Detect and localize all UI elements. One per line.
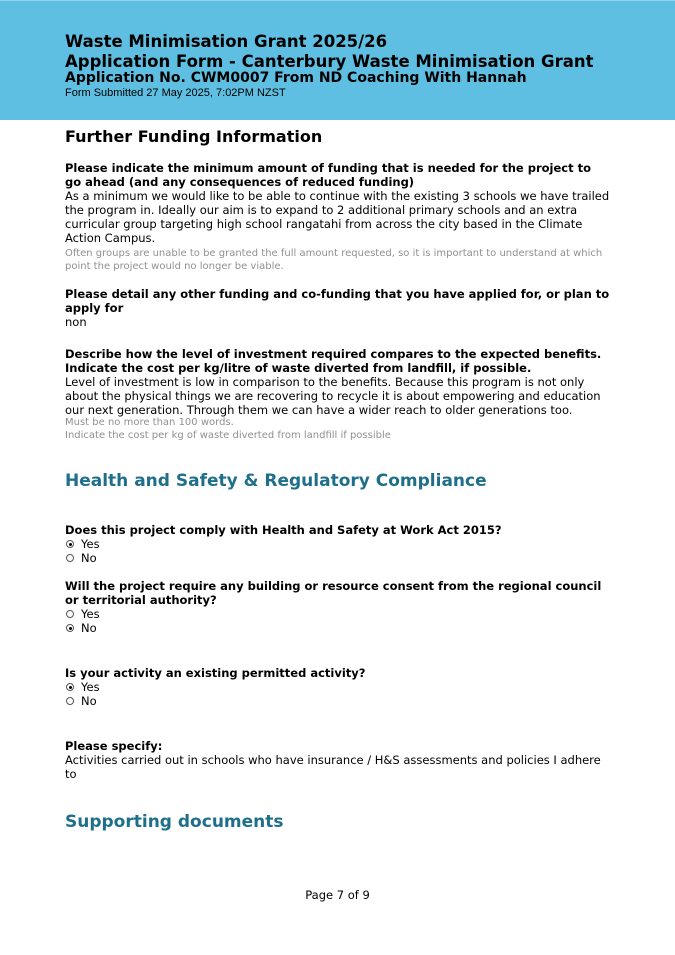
radio-unchecked-icon[interactable] xyxy=(66,697,74,705)
answer-text: Activities carried out in schools who have insurance / H&S assessments and policies I adhere to xyxy=(65,753,601,781)
answer-text: Level of investment is low in comparison to the benefits. Because this program is not only about the physical things we are recovering to recycle it is about empowering and education our next generation. Through them we can have a wider reach to older generations too. xyxy=(65,375,601,417)
question-please-specify xyxy=(65,739,610,781)
question-label: Please specify: xyxy=(65,739,163,753)
question-label: Is your activity an existing permitted activity? xyxy=(65,666,366,680)
radio-unchecked-icon[interactable] xyxy=(66,554,74,562)
question-label: Describe how the level of investment required compares to the expected benefits. Indicate the cost per kg/litre of waste diverted from landfill, if possible. xyxy=(65,347,602,375)
question-label: Please indicate the minimum amount of funding that is needed for the project to go ahead (and any consequences of reduced funding) xyxy=(65,161,591,189)
question-consent xyxy=(65,579,610,635)
question-investment-benefits xyxy=(65,347,610,442)
hint-word-limit: Must be no more than 100 words. xyxy=(65,417,234,428)
question-hs-act xyxy=(65,523,610,565)
radio-option-yes[interactable]: Yes xyxy=(65,680,610,694)
answer-text: non xyxy=(65,315,87,329)
radio-option-yes[interactable]: Yes xyxy=(65,607,610,621)
question-other-funding xyxy=(65,287,610,329)
answer-text: As a minimum we would like to be able to continue with the existing 3 schools we have trailed the program in. Ideally our aim is to expand to 2 additional primary schools and an extra curricular group targeting high school rangatahi from across the city based in the Climate Action Campus. xyxy=(65,189,610,245)
submitted-timestamp: Form Submitted 27 May 2025, 7:02PM NZST xyxy=(65,87,286,99)
radio-option-no[interactable]: No xyxy=(65,694,610,708)
question-label: Will the project require any building or resource consent from the regional council or territorial authority? xyxy=(65,579,602,607)
hint-text: Often groups are unable to be granted the full amount requested, so it is important to understand at which point the project would no longer be viable. xyxy=(65,248,603,272)
radio-option-no[interactable]: No xyxy=(65,621,610,635)
question-label: Does this project comply with Health and Safety at Work Act 2015? xyxy=(65,523,502,537)
form-title: Application Form - Canterbury Waste Minimisation Grant xyxy=(65,52,594,71)
radio-option-no[interactable]: No xyxy=(65,551,610,565)
radio-checked-icon[interactable] xyxy=(66,540,74,548)
question-permitted-activity xyxy=(65,666,610,708)
radio-option-yes[interactable]: Yes xyxy=(65,537,610,551)
question-label: Please detail any other funding and co-funding that you have applied for, or plan to apply for xyxy=(65,287,610,315)
grant-title: Waste Minimisation Grant 2025/26 xyxy=(65,32,388,51)
page-number: Page 7 of 9 xyxy=(305,888,370,902)
radio-unchecked-icon[interactable] xyxy=(66,610,74,618)
hint-cost-per-kg: Indicate the cost per kg of waste diverted from landfill if possible xyxy=(65,429,391,441)
section-title-further-funding: Further Funding Information xyxy=(65,127,323,146)
section-title-health-safety: Health and Safety & Regulatory Compliance xyxy=(65,471,487,491)
radio-checked-icon[interactable] xyxy=(66,683,74,691)
section-title-supporting-documents: Supporting documents xyxy=(65,812,284,832)
form-header xyxy=(0,0,675,120)
application-number: Application No. CWM0007 From ND Coaching With Hannah xyxy=(65,70,527,86)
radio-checked-icon[interactable] xyxy=(66,624,74,632)
question-minimum-funding xyxy=(65,161,610,273)
